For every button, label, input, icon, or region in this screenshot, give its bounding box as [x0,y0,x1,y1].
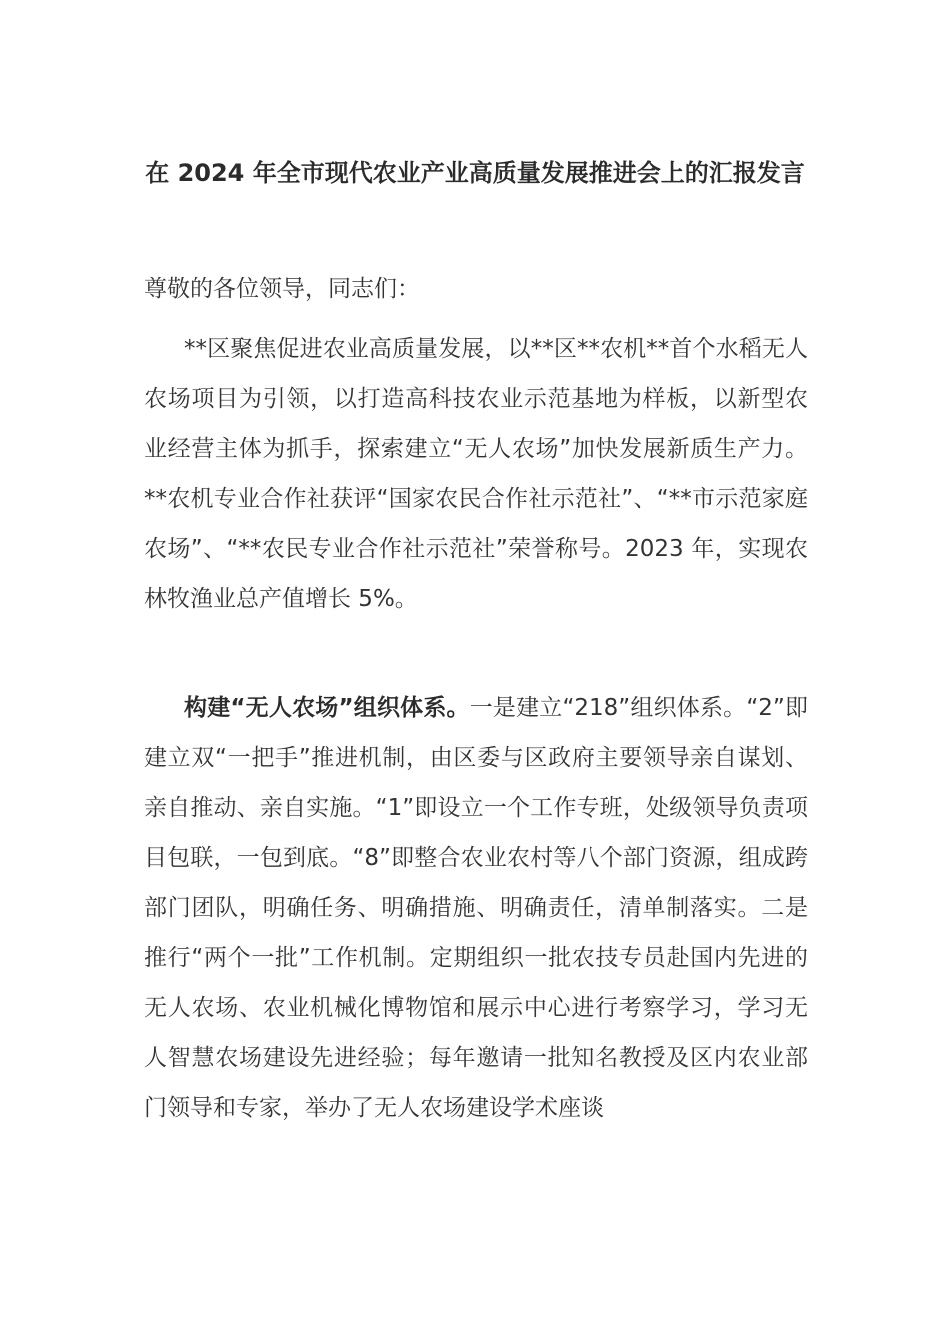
paragraph-text: 一是建立“218”组织体系。“2”即建立双“一把手”推进机制，由区委与区政府主要领导亲自谋划、亲自推动、亲自实施。“1”即设立一个工作专班，处级领导负责项目包联，一包到底。“8”即整合农业农村等八个部门资源，组成跨部门团队，明确任务、明确措施、明确责任，清单制落实。二是推行“两个一批”工作机制。定期组织一批农技专员赴国内先进的无人农场、农业机械化博物馆和展示中心进行考察学习，学习无人智慧农场建设先进经验；每年邀请一批知名教授及区内农业部门领导和专家，举办了无人农场建设学术座谈 [144,695,809,1121]
salutation: 尊敬的各位领导，同志们： [144,276,420,302]
document-title: 在 2024 年全市现代农业产业高质量发展推进会上的汇报发言 [145,159,805,187]
paragraph-text: **区聚焦促进农业高质量发展，以**区**农机**首个水稻无人农场项目为引领，以打造高科技农业示范基地为样板，以新型农业经营主体为抓手，探索建立“无人农场”加快发展新质生产力。**农机专业合作社获评“国家农民合作社示范社”、“**市示范家庭农场”、“**农民专业合作社示范社”荣誉称号。2023 年，实现农林牧渔业总产值增长 5%。 [144,336,808,612]
body-paragraph [144,683,808,1133]
paragraph-lead-heading: 构建“无人农场”组织体系。 [184,695,470,721]
body-paragraph [144,324,808,624]
